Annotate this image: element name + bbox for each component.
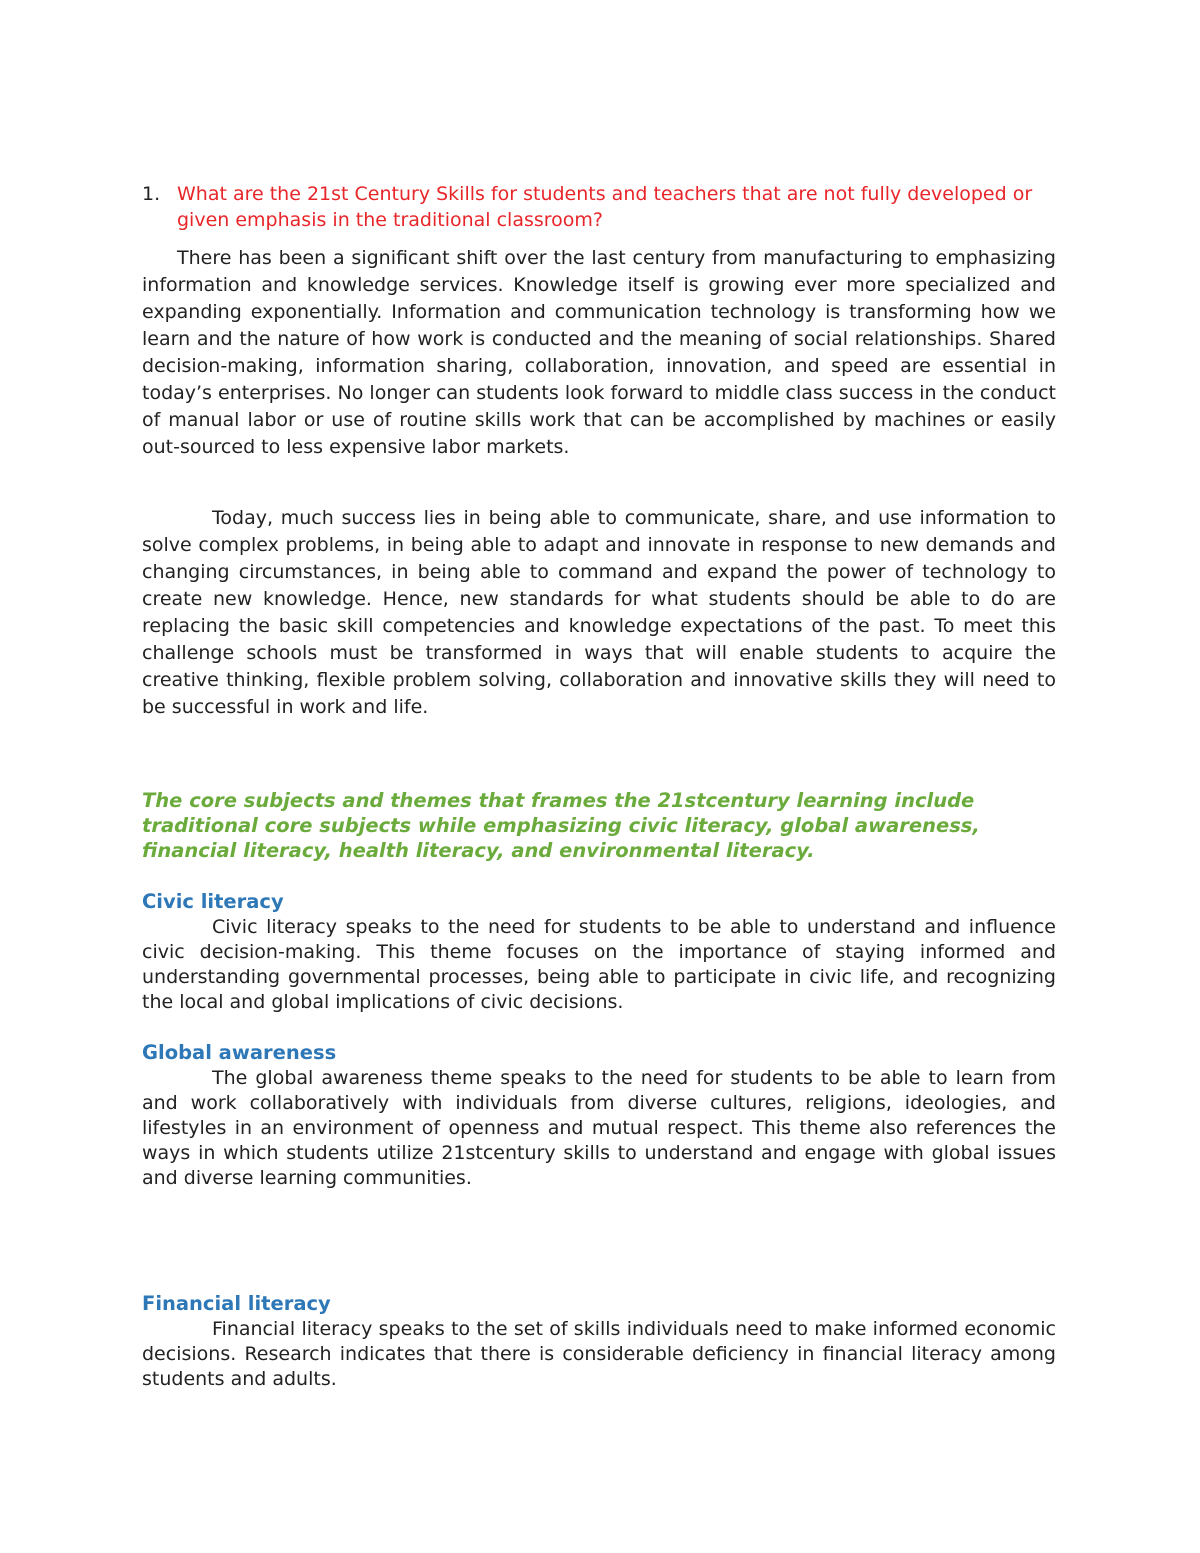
themes-intro: The core subjects and themes that frames the 21stcentury learning include traditional core subjects while emphasizing civic literacy, global awareness, financial literacy, health literacy, and environmental literacy. <box>142 789 980 862</box>
section-heading-global-awareness: Global awareness <box>142 1041 337 1064</box>
section-heading-financial-literacy: Financial literacy <box>142 1292 331 1315</box>
section-body-civic-literacy: Civic literacy speaks to the need for students to be able to understand and influence civic decision-making. This theme focuses on the importance of staying informed and understanding governmental processes, being able to participate in civic life, and recognizing the local and global implications of civic decisions. <box>142 916 1056 1013</box>
question-item <box>142 181 1042 233</box>
body-paragraph-1: There has been a significant shift over the last century from manufacturing to emphasizing information and knowledge services. Knowledge itself is growing ever more specialized and expanding exponentially. Information and communication technology is transforming how we learn and the nature of how work is conducted and the meaning of social relationships. Shared decision-making, information sharing, collaboration, innovation, and speed are essential in today’s enterprises. No longer can students look forward to middle class success in the conduct of manual labor or use of routine skills work that can be accomplished by machines or easily out-sourced to less expensive labor markets. <box>142 247 1056 458</box>
section-heading-civic-literacy: Civic literacy <box>142 890 284 913</box>
question-number: 1. <box>142 183 161 205</box>
body-paragraph-2: Today, much success lies in being able to communicate, share, and use information to solve complex problems, in being able to adapt and innovate in response to new demands and changing circumstances, in being able to command and expand the power of technology to create new knowledge. Hence, new standards for what students should be able to do are replacing the basic skill competencies and knowledge expectations of the past. To meet this challenge schools must be transformed in ways that will enable students to acquire the creative thinking, flexible problem solving, collaboration and innovative skills they will need to be successful in work and life. <box>142 507 1056 718</box>
section-body-financial-literacy: Financial literacy speaks to the set of skills individuals need to make informed economic decisions. Research indicates that there is considerable deficiency in financial literacy among students and adults. <box>142 1318 1056 1390</box>
section-body-global-awareness: The global awareness theme speaks to the need for students to be able to learn from and work collaboratively with individuals from diverse cultures, religions, ideologies, and lifestyles in an environment of openness and mutual respect. This theme also references the ways in which students utilize 21stcentury skills to understand and engage with global issues and diverse learning communities. <box>142 1067 1056 1189</box>
question-text: What are the 21st Century Skills for students and teachers that are not fully developed or given emphasis in the traditional classroom? <box>177 183 1033 231</box>
